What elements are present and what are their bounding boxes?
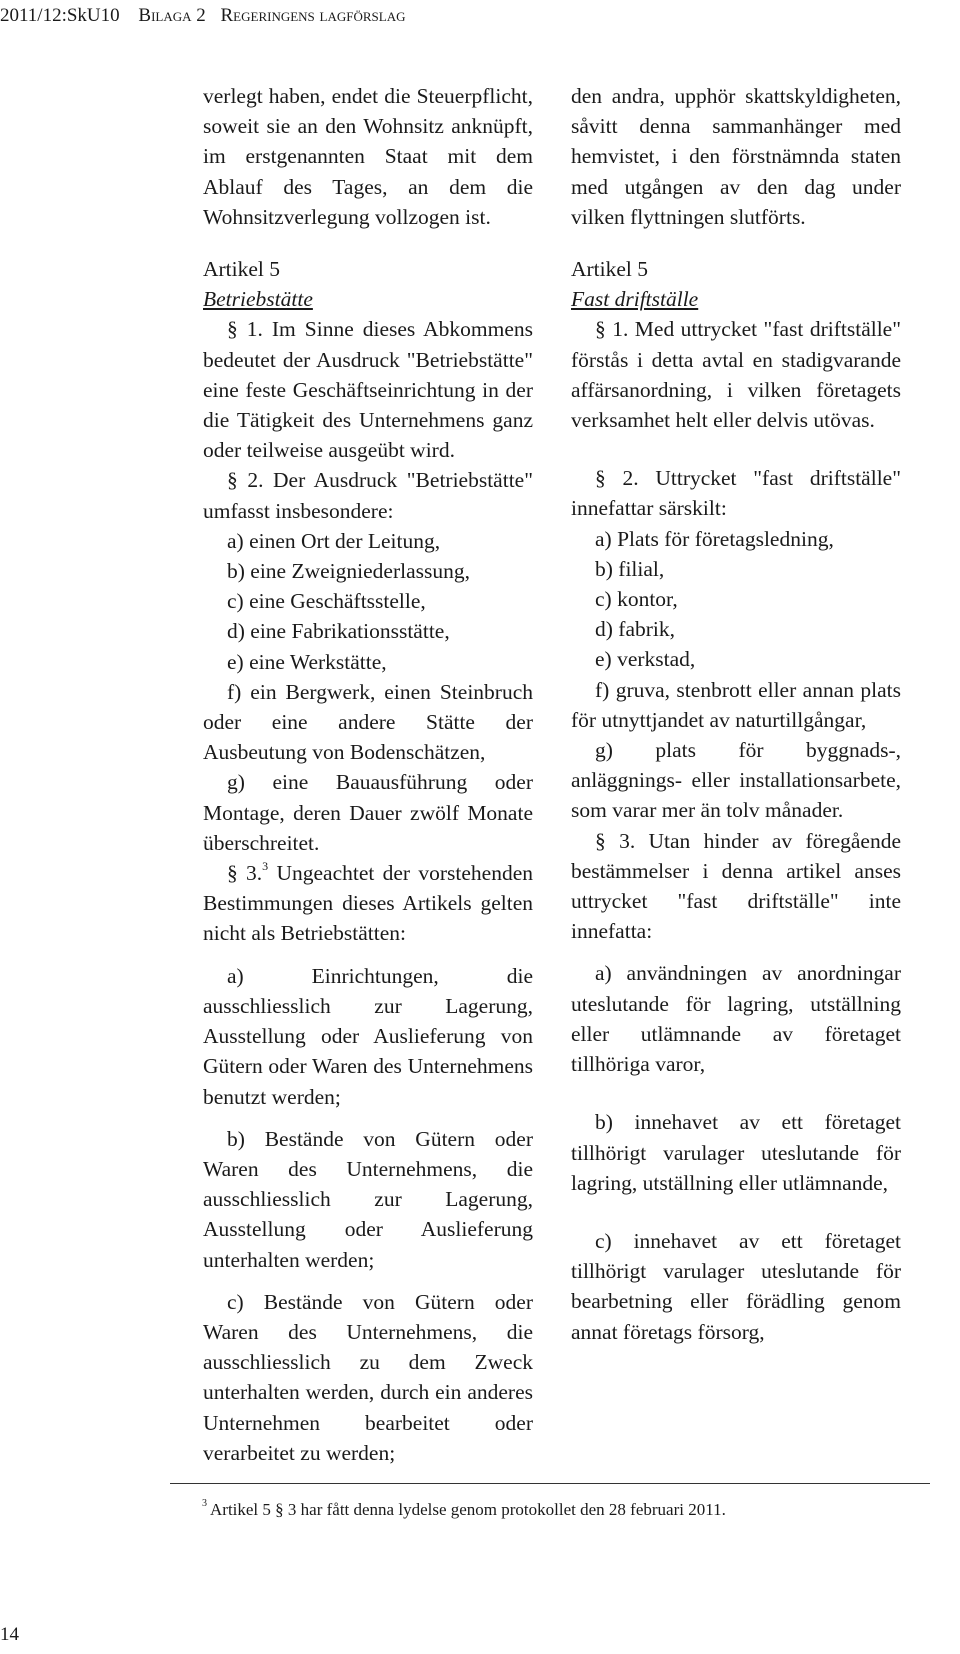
german-article-title-text: Betriebstätte: [203, 287, 313, 312]
footnote: [202, 1500, 726, 1520]
german-paragraph-2: § 2. Der Ausdruck "Betriebstätte" umfasst insbesondere:: [203, 468, 533, 523]
german-list-item: a) Einrichtungen, die ausschliesslich zur Lagerung, Ausstellung oder Auslieferung von Gütern oder Waren des Unternehmens benutzt werden;: [203, 963, 533, 1109]
swedish-list-item: b) filial,: [595, 556, 665, 581]
footnote-text: Artikel 5 § 3 har fått denna lydelse genom protokollet den 28 februari 2011.: [210, 1500, 726, 1519]
german-list-item: b) eine Zweigniederlassung,: [227, 559, 470, 584]
swedish-list-item: f) gruva, stenbrott eller annan plats för utnyttjandet av naturtillgångar,: [571, 677, 901, 732]
section-label: Regeringens lagförslag: [220, 5, 406, 26]
swedish-list-item: g) plats för byggnads-, anläggnings- eller installationsarbete, som varar mer än tolv månader.: [571, 738, 901, 823]
swedish-article-heading: Artikel 5: [571, 257, 649, 282]
footnote-divider: [170, 1483, 930, 1484]
german-column: [203, 81, 533, 1468]
swedish-article-title: [571, 284, 901, 314]
swedish-list-item: c) innehavet av ett företaget tillhörigt varulager uteslutande för bearbetning eller förädling genom annat företags försorg,: [571, 1228, 901, 1344]
german-list-item: d) eine Fabrikationsstätte,: [227, 619, 450, 644]
german-list-item: f) ein Bergwerk, einen Steinbruch oder eine andere Stätte der Ausbeutung von Bodenschätzen,: [203, 679, 533, 765]
bilaga-label: Bilaga 2: [138, 5, 206, 26]
german-paragraph-1: § 1. Im Sinne dieses Abkommens bedeutet der Ausdruck "Betriebstätte" eine feste Geschäftseinrichtung in der die Tätigkeit des Unternehmens ganz oder teilweise ausgeübt wird.: [203, 317, 533, 463]
swedish-paragraph-3: § 3. Utan hinder av föregående bestämmelser i denna artikel anses uttrycket "fast driftställe" inte innefatta:: [571, 828, 901, 944]
german-paragraph-3: [203, 858, 533, 949]
swedish-list-item: a) Plats för företagsledning,: [595, 526, 834, 551]
german-article-title: [203, 284, 533, 314]
page-number: 14: [0, 1624, 19, 1645]
german-article-heading: Artikel 5: [203, 257, 281, 282]
german-paragraph-3-prefix: § 3.: [227, 861, 263, 886]
page-header: [0, 5, 405, 27]
swedish-paragraph-2: § 2. Uttrycket "fast driftställe" innefattar särskilt:: [571, 466, 901, 521]
footnote-reference: 3: [262, 858, 269, 873]
german-list-item: b) Bestände von Gütern oder Waren des Unternehmens, die ausschliesslich zur Lagerung, Ausstellung oder Auslieferung unterhalten werden;: [203, 1126, 533, 1272]
german-list-item: c) Bestände von Gütern oder Waren des Unternehmens, die ausschliesslich zu dem Zweck unterhalten werden, durch ein anderes Unternehmen bearbeitet oder verarbeitet zu werden;: [203, 1289, 533, 1465]
german-paragraph-3-text: Ungeachtet der vorstehenden Bestimmungen dieses Artikels gelten nicht als Betriebstätten:: [203, 861, 534, 946]
swedish-paragraph-1: § 1. Med uttrycket "fast driftställe" förstås i detta avtal en stadigvarande affärsanordning, i vilken företagets verksamhet helt eller delvis utövas.: [571, 317, 901, 433]
swedish-list-item: a) användningen av anordningar uteslutande för lagring, utställning eller utlämnande av företaget tillhöriga varor,: [571, 961, 901, 1077]
swedish-list-item: c) kontor,: [595, 587, 678, 612]
swedish-list-item: e) verkstad,: [595, 647, 696, 672]
swedish-list-item: d) fabrik,: [595, 617, 675, 642]
footnote-marker: 3: [202, 1498, 207, 1510]
german-list-item: a) einen Ort der Leitung,: [227, 528, 441, 553]
swedish-article-title-text: Fast driftställe: [571, 287, 699, 312]
swedish-intro: den andra, upphör skattskyldigheten, såvitt denna sammanhänger med hemvistet, i den förstnämnda staten med utgången av den dag under vilken flyttningen slutförts.: [571, 84, 901, 229]
german-list-item: g) eine Bauausführung oder Montage, deren Dauer zwölf Monate überschreitet.: [203, 770, 533, 855]
german-list-item: e) eine Werkstätte,: [227, 649, 387, 674]
document-id: 2011/12:SkU10: [0, 5, 120, 26]
swedish-column: [571, 81, 901, 1347]
german-intro: verlegt haben, endet die Steuerpflicht, soweit sie an den Wohnsitz anknüpft, im erstgenannten Staat mit dem Ablauf des Tages, an dem die Wohnsitzverlegung vollzogen ist.: [203, 84, 533, 229]
german-list-item: c) eine Geschäftsstelle,: [227, 589, 426, 614]
swedish-list-item: b) innehavet av ett företaget tillhörigt varulager uteslutande för lagring, utställning eller utlämnande,: [571, 1110, 901, 1195]
